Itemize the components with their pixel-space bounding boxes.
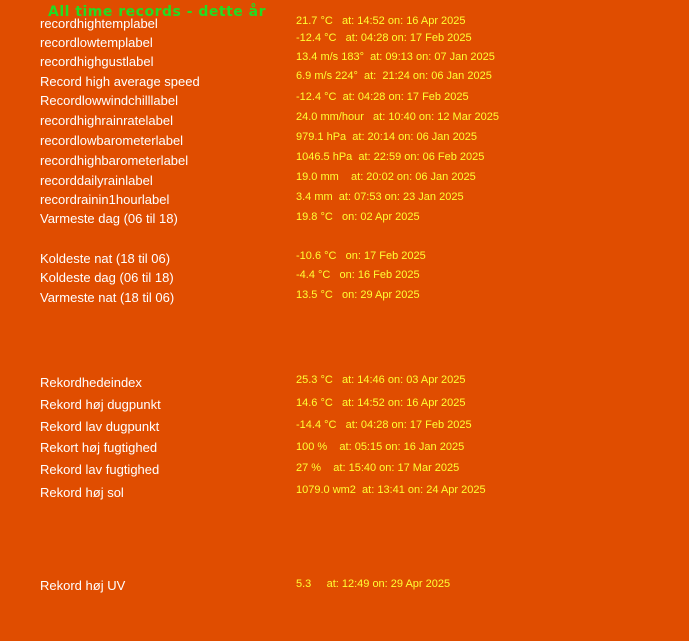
record-label-high-gust: recordhighgustlabel (40, 54, 154, 69)
record-label-coldest-night: Koldeste nat (18 til 06) (40, 251, 171, 266)
record-value-low-humidity: 27 % at: 15:40 on: 17 Mar 2025 (296, 462, 460, 474)
record-value-high-humidity: 100 % at: 05:15 on: 16 Jan 2025 (296, 441, 465, 453)
record-label-low-dewpoint: Rekord lav dugpunkt (40, 419, 160, 434)
record-label-rain-in-1-hour: recordrainin1hourlabel (40, 192, 170, 207)
record-value-warmest-night: 13.5 °C on: 29 Apr 2025 (296, 289, 420, 301)
record-label-warmest-day: Varmeste dag (06 til 18) (40, 211, 178, 226)
record-label-low-humidity: Rekord lav fugtighed (40, 462, 160, 477)
record-value-heat-index: 25.3 °C at: 14:46 on: 03 Apr 2025 (296, 374, 466, 386)
record-value-high-temp: 21.7 °C at: 14:52 on: 16 Apr 2025 (296, 15, 466, 27)
record-label-low-temp: recordlowtemplabel (40, 35, 153, 50)
record-label-warmest-night: Varmeste nat (18 til 06) (40, 290, 175, 305)
record-value-high-rainrate: 24.0 mm/hour at: 10:40 on: 12 Mar 2025 (296, 111, 500, 123)
page-title: All time records - dette år (48, 4, 267, 20)
record-label-high-humidity: Rekort høj fugtighed (40, 440, 158, 455)
record-label-high-solar: Rekord høj sol (40, 485, 124, 500)
record-value-high-barometer: 1046.5 hPa at: 22:59 on: 06 Feb 2025 (296, 151, 485, 163)
record-label-heat-index: Rekordhedeindex (40, 375, 142, 390)
record-value-coldest-night: -10.6 °C on: 17 Feb 2025 (296, 250, 426, 262)
record-value-warmest-day: 19.8 °C on: 02 Apr 2025 (296, 211, 420, 223)
record-label-high-uv: Rekord høj UV (40, 578, 126, 593)
record-value-low-barometer: 979.1 hPa at: 20:14 on: 06 Jan 2025 (296, 131, 478, 143)
record-value-high-gust: 13.4 m/s 183° at: 09:13 on: 07 Jan 2025 (296, 51, 495, 63)
record-value-high-dewpoint: 14.6 °C at: 14:52 on: 16 Apr 2025 (296, 397, 466, 409)
record-label-high-temp: recordhightemplabel (40, 16, 158, 31)
record-value-low-windchill: -12.4 °C at: 04:28 on: 17 Feb 2025 (296, 91, 469, 103)
record-label-coldest-day: Koldeste dag (06 til 18) (40, 270, 174, 285)
record-label-daily-rain: recorddailyrainlabel (40, 173, 153, 188)
record-value-high-uv: 5.3 at: 12:49 on: 29 Apr 2025 (296, 578, 451, 590)
record-value-daily-rain: 19.0 mm at: 20:02 on: 06 Jan 2025 (296, 171, 476, 183)
record-value-high-solar: 1079.0 wm2 at: 13:41 on: 24 Apr 2025 (296, 484, 486, 496)
record-label-high-barometer: recordhighbarometerlabel (40, 153, 189, 168)
record-value-low-dewpoint: -14.4 °C at: 04:28 on: 17 Feb 2025 (296, 419, 472, 431)
record-label-high-average-speed: Record high average speed (40, 74, 200, 89)
record-label-high-dewpoint: Rekord høj dugpunkt (40, 397, 161, 412)
record-label-low-barometer: recordlowbarometerlabel (40, 133, 184, 148)
record-label-low-windchill: Recordlowwindchilllabel (40, 93, 179, 108)
record-value-high-average-speed: 6.9 m/s 224° at: 21:24 on: 06 Jan 2025 (296, 70, 492, 82)
record-value-coldest-day: -4.4 °C on: 16 Feb 2025 (296, 269, 420, 281)
record-label-high-rainrate: recordhighrainratelabel (40, 113, 173, 128)
record-value-low-temp: -12.4 °C at: 04:28 on: 17 Feb 2025 (296, 32, 472, 44)
record-value-rain-in-1-hour: 3.4 mm at: 07:53 on: 23 Jan 2025 (296, 191, 464, 203)
